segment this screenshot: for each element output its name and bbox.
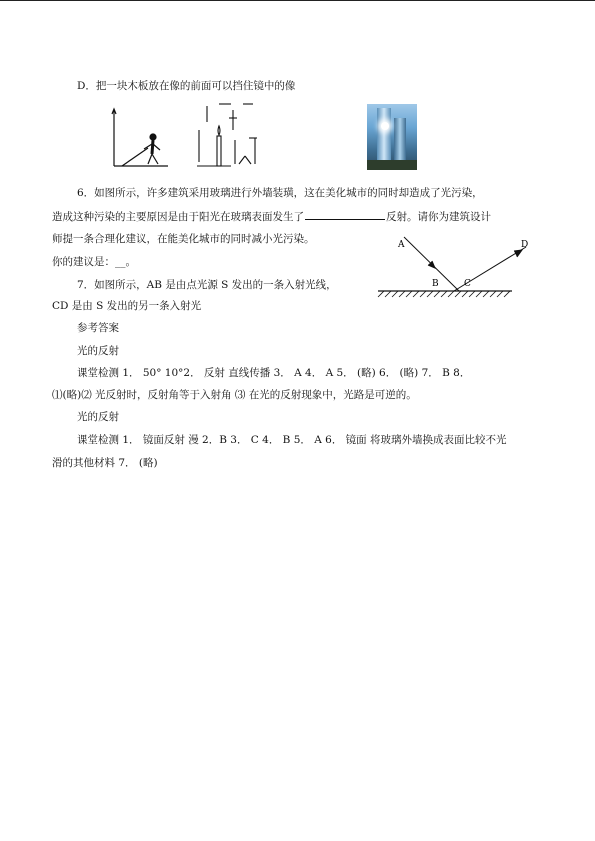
q6-line4: 你的建议是：__。 (52, 256, 136, 268)
q6-line3: 师提一条合理化建议，在能美化城市的同时减小光污染。 (52, 233, 315, 245)
q7-line2: CD 是由 S 发出的另一条入射光 (52, 300, 202, 312)
person-body (152, 140, 153, 154)
candle-flame (218, 126, 220, 135)
sun-glare (381, 122, 389, 130)
q6-line2-start: 造成这种污染的主要原因是由于阳光在玻璃表面发生了 (52, 211, 304, 223)
person-leg-left (148, 154, 152, 164)
stand-leg-2 (245, 156, 251, 164)
label-c: C (464, 279, 471, 289)
label-b: B (432, 279, 439, 289)
q6-line1: 6．如图所示，许多建筑采用玻璃进行外墙装璜，这在美化城市的同时却造成了光污染， (77, 187, 483, 199)
top-rule (0, 0, 595, 1)
person-head (150, 134, 156, 140)
answer-blank[interactable] (305, 209, 385, 220)
section1-line1: 课堂检测 1． 50° 10°2． 反射 直线传播 3． A 4． A 5． (略) 6． (略) 7． B 8． (77, 367, 471, 379)
answers-heading: 参考答案 (77, 322, 119, 334)
stand-leg-1 (239, 156, 245, 164)
q6-line2-end: 反射。请你为建筑设计 (386, 211, 491, 223)
section2-title: 光的反射 (77, 411, 119, 423)
candle-mirror-figure (195, 100, 265, 172)
label-a: A (398, 240, 405, 250)
reflection-figure (374, 233, 536, 301)
section2-line2: 滑的其他材料 7． (略) (52, 457, 158, 469)
option-d: D．把一块木板放在像的前面可以挡住镜中的像 (77, 80, 296, 92)
person-leg-right (152, 154, 158, 164)
section1-line2: ⑴(略)⑵ 光反射时，反射角等于入射角 ⑶ 在光的反射现象中，光路是可逆的。 (52, 389, 417, 401)
mirror-hatching (378, 291, 510, 297)
q6-line2 (52, 209, 491, 224)
sight-line (122, 148, 148, 166)
label-d: D (521, 240, 529, 250)
mirror-person-figure (108, 104, 172, 172)
ground-strip (367, 160, 417, 170)
candle-body (217, 136, 221, 166)
q7-line1: 7．如图所示，AB 是由点光源 S 发出的一条入射光线， (77, 279, 337, 291)
section2-line1: 课堂检测 1． 镜面反射 漫 2．B 3． C 4． B 5． A 6． 镜面 将玻璃外墙换成表面比较不光 (77, 434, 507, 446)
glass-building-photo (367, 104, 417, 170)
person-arm-right (153, 144, 160, 150)
section1-title: 光的反射 (77, 345, 119, 357)
